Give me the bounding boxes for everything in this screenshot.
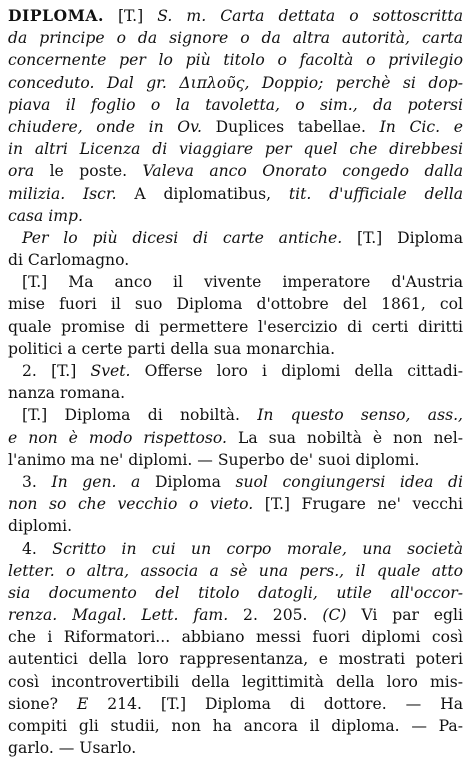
text-line: [8, 94, 463, 116]
text-line: [8, 338, 463, 360]
text-segment: [T.]: [103, 7, 158, 25]
italic-segment: (C): [322, 606, 347, 625]
text-segment: autentici della loro rappresentanza, e mostrati poteri: [8, 650, 463, 669]
text-segment: 4.: [22, 539, 53, 558]
text-segment: Offerse loro i diplomi della cittadi-: [130, 362, 463, 380]
text-segment: che i Riformatori... abbiano messi fuori diplomi così: [8, 628, 463, 647]
text-line: [8, 205, 463, 227]
italic-segment: In gen. a: [51, 472, 141, 491]
text-segment: [T.] Diploma: [342, 228, 463, 247]
italic-segment: da principe o da signore o da altra autorità, carta: [8, 29, 463, 48]
text-segment: 2. 205.: [228, 606, 323, 625]
text-segment: [65, 185, 83, 203]
italic-segment: , Doppio; perchè si dop-: [244, 73, 463, 92]
text-segment: La sua nobiltà è non nel-: [227, 428, 463, 447]
italic-segment: Per lo più dicesi di carte antiche.: [22, 228, 343, 247]
italic-segment: suol congiungersi idea di: [235, 472, 463, 491]
italic-segment: chiudere, onde in Ov.: [8, 117, 202, 136]
text-segment: [T.] Diploma di nobiltà.: [22, 406, 258, 425]
text-line: [8, 160, 463, 182]
text-line: [8, 715, 463, 737]
italic-segment: conceduto. Dal gr.: [8, 73, 180, 92]
text-line: [8, 183, 463, 205]
text-segment: 2. [T.]: [22, 362, 91, 380]
text-line: [8, 138, 463, 160]
text-segment: 3.: [22, 472, 52, 491]
text-line: [8, 5, 463, 27]
text-segment: politici a certe parti della sua monarchia.: [8, 339, 336, 358]
text-line: [8, 582, 463, 604]
text-segment: Diploma: [140, 472, 236, 491]
text-line: [8, 671, 463, 693]
italic-segment: In questo senso, ass.,: [257, 406, 463, 425]
headword: DIPLOMA.: [8, 6, 104, 25]
italic-segment: E: [76, 694, 89, 713]
text-line: [8, 560, 463, 582]
italic-segment: In Cic. e: [379, 117, 463, 136]
text-line: [8, 271, 463, 293]
text-line: [8, 493, 463, 515]
text-segment: diplomi.: [8, 517, 73, 536]
text-segment: l'animo ma ne' diplomi. — Superbo de' suoi diplomi.: [8, 450, 420, 469]
italic-segment: Valeva anco Onorato congedo dalla: [142, 162, 463, 181]
text-segment: garlo. — Usarlo.: [8, 739, 137, 758]
text-line: [8, 360, 463, 382]
text-segment: Vi par egli: [346, 606, 463, 625]
text-line: [8, 604, 463, 626]
italic-segment: Scritto in cui un corpo morale, una società: [52, 539, 463, 558]
text-line: [8, 293, 463, 315]
text-segment: Duplices tabellae.: [201, 117, 380, 136]
italic-segment: concernente per lo più titolo o facoltà o privilegio: [8, 51, 463, 70]
italic-segment: letter. o altra, associa a sè una pers., il quale atto: [8, 561, 463, 580]
text-segment: [T.] Frugare ne' vecchi: [253, 495, 463, 514]
text-segment: nanza romana.: [8, 384, 126, 403]
text-segment: le poste.: [34, 162, 143, 181]
text-line: [8, 538, 463, 560]
text-line: [8, 515, 463, 537]
text-segment: così incontrovertibili della legittimità della loro mis-: [8, 672, 463, 691]
text-segment: sione?: [8, 694, 77, 713]
italic-segment: Iscr.: [83, 184, 117, 203]
text-line: [8, 427, 463, 449]
text-line: [8, 249, 463, 271]
text-segment: [T.] Ma anco il vivente imperatore d'Austria: [22, 273, 463, 292]
text-line: [8, 49, 463, 71]
text-line: [8, 626, 463, 648]
text-segment: quale promise di permettere l'esercizio di certi diritti: [8, 317, 463, 336]
text-line: [8, 316, 463, 338]
text-line: [8, 227, 463, 249]
italic-segment: Svet.: [90, 362, 131, 380]
text-line: [8, 648, 463, 670]
text-segment: di Carlomagno.: [8, 251, 130, 270]
text-line: [8, 116, 463, 138]
text-line: [8, 404, 463, 426]
text-line: [8, 382, 463, 404]
italic-segment: in altri Licenza di viaggiare per quel che direbbesi: [8, 140, 463, 159]
italic-segment: sia documento del titolo datogli, utile all'occor-: [8, 583, 463, 602]
text-line: [8, 449, 463, 471]
italic-segment: renza. Magal. Lett. fam.: [8, 606, 229, 625]
text-line: [8, 72, 463, 94]
italic-segment: S. m. Carta dettata o sottoscritta: [157, 7, 463, 25]
italic-segment: non so che vecchio o vieto.: [8, 495, 254, 514]
italic-segment: piava il foglio o la tavoletta, o sim., da potersi: [8, 95, 463, 114]
text-segment: compiti gli studii, non ha ancora il diploma. — Pa-: [8, 717, 463, 735]
italic-segment: Διπλοῦς: [179, 73, 245, 92]
text-line: [8, 693, 463, 715]
italic-segment: e non è modo rispettoso.: [8, 428, 228, 447]
text-line: [8, 27, 463, 49]
text-line: [8, 471, 463, 493]
text-segment: 214. [T.] Diploma di dottore. — Ha: [88, 694, 463, 713]
text-segment: mise fuori il suo Diploma d'ottobre del 1861, col: [8, 295, 463, 314]
dictionary-entry-diploma: [8, 5, 463, 759]
italic-segment: tit. d'ufficiale della: [288, 184, 463, 203]
italic-segment: ora: [8, 162, 35, 181]
text-line: [8, 737, 463, 759]
italic-segment: casa imp.: [8, 206, 83, 225]
text-segment: A diplomatibus,: [116, 184, 289, 203]
italic-segment: milizia.: [8, 184, 66, 203]
